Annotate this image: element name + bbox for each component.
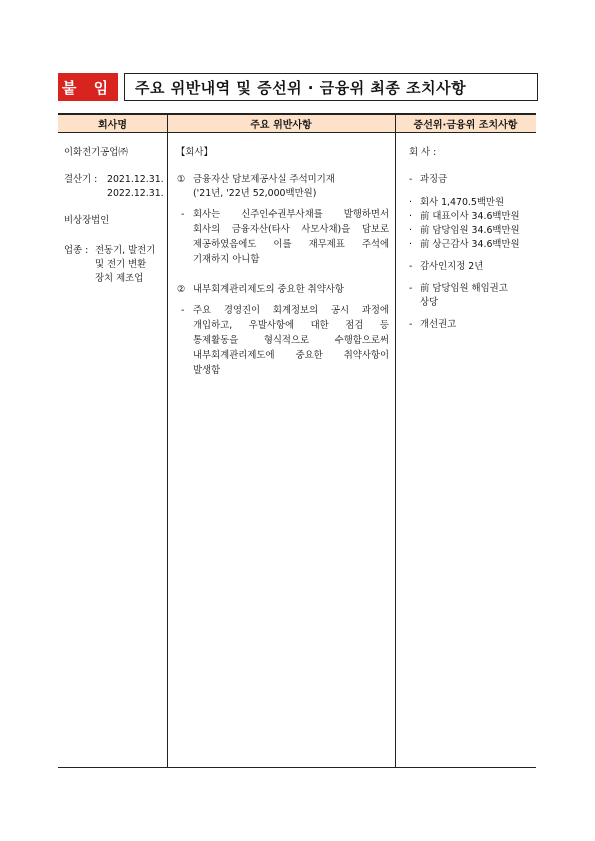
audit-dash: - [409, 261, 413, 272]
dismissal-recommendation-cont: 상당 [420, 297, 439, 308]
actions-heading: 회 사 : [409, 147, 437, 158]
company-name: 이화전기공업㈜ [64, 147, 128, 158]
item-1-number: ① [177, 174, 186, 185]
item-1-detail-line: 기재하지 아니함 [193, 254, 260, 265]
fine-bullet: · [409, 211, 412, 222]
listing-status: 비상장법인 [64, 215, 110, 226]
fine-item: 前 상근감사 34.6백만원 [420, 239, 520, 250]
fiscal-date-2: 2022.12.31. [107, 188, 164, 199]
item-2-detail-line: 개입하고, 우발사항에 대한 점검 등 [193, 320, 389, 331]
fiscal-date-1: 2021.12.31. [107, 174, 164, 185]
fiscal-label: 결산기 : [64, 174, 98, 185]
fine-bullet: · [409, 197, 412, 208]
item-1-title: 금융자산 담보제공사실 주석미기재 [193, 174, 335, 185]
attachment-badge: 붙 임 [58, 73, 118, 101]
item-2-detail-line: 주요 경영진이 회계정보의 공시 과정에 [193, 305, 389, 316]
dismissal-recommendation: 前 담당임원 해임권고 [420, 283, 508, 294]
table-header-row [58, 115, 536, 133]
fine-item: 前 대표이사 34.6백만원 [420, 211, 520, 222]
industry-line-2: 및 전기 변환 [95, 259, 147, 270]
column-header-violations: 주요 위반사항 [250, 120, 312, 131]
item-2-detail-line: 발생함 [193, 365, 221, 376]
item-1-detail-line: 회사의 금융자산(타사 사모사채)을 담보로 [193, 224, 389, 235]
column-header-company: 회사명 [98, 120, 127, 131]
dismiss-dash: - [409, 283, 413, 294]
fine-item: 회사 1,470.5백만원 [420, 197, 505, 208]
column-divider [167, 115, 168, 768]
violations-heading: 【회사】 [176, 147, 213, 158]
table-bottom-border [58, 767, 536, 768]
item-1-detail-line: 제공하였음에도 이를 재무제표 주석에 [193, 239, 389, 250]
item-2-title: 내부회계관리제도의 중요한 취약사항 [193, 284, 344, 295]
fine-dash: - [409, 174, 413, 185]
industry-line-1: 전동기, 발전기 [95, 245, 156, 256]
item-2-detail-line: 내부회계관리제도에 중요한 취약사항이 [193, 350, 389, 361]
item-1-amount: ('21년, '22년 52,000백만원) [193, 188, 317, 199]
auditor-designation: 감사인지정 2년 [420, 261, 484, 272]
item-2-detail-line: 통제활동을 형식적으로 수행함으로써 [193, 335, 389, 346]
item-1-detail-dash: - [181, 209, 185, 220]
column-divider [395, 115, 396, 768]
improve-dash: - [409, 319, 413, 330]
fine-bullet: · [409, 239, 412, 250]
industry-line-3: 장치 제조업 [95, 273, 144, 284]
sanctions-table [58, 113, 536, 768]
document-header [58, 73, 538, 101]
item-1-detail-line: 회사는 신주인수권부사채를 발행하면서 [193, 209, 389, 220]
item-2-number: ② [177, 284, 186, 295]
column-header-actions: 증선위·금융위 조치사항 [413, 120, 518, 131]
item-2-detail-dash: - [181, 305, 185, 316]
fine-bullet: · [409, 225, 412, 236]
improvement-recommendation: 개선권고 [420, 319, 457, 330]
industry-label: 업종 : [64, 245, 89, 256]
page-title: 주요 위반내역 및 증선위 · 금융위 최종 조치사항 [124, 73, 538, 101]
fine-item: 前 담당임원 34.6백만원 [420, 225, 520, 236]
fine-label: 과징금 [420, 174, 448, 185]
